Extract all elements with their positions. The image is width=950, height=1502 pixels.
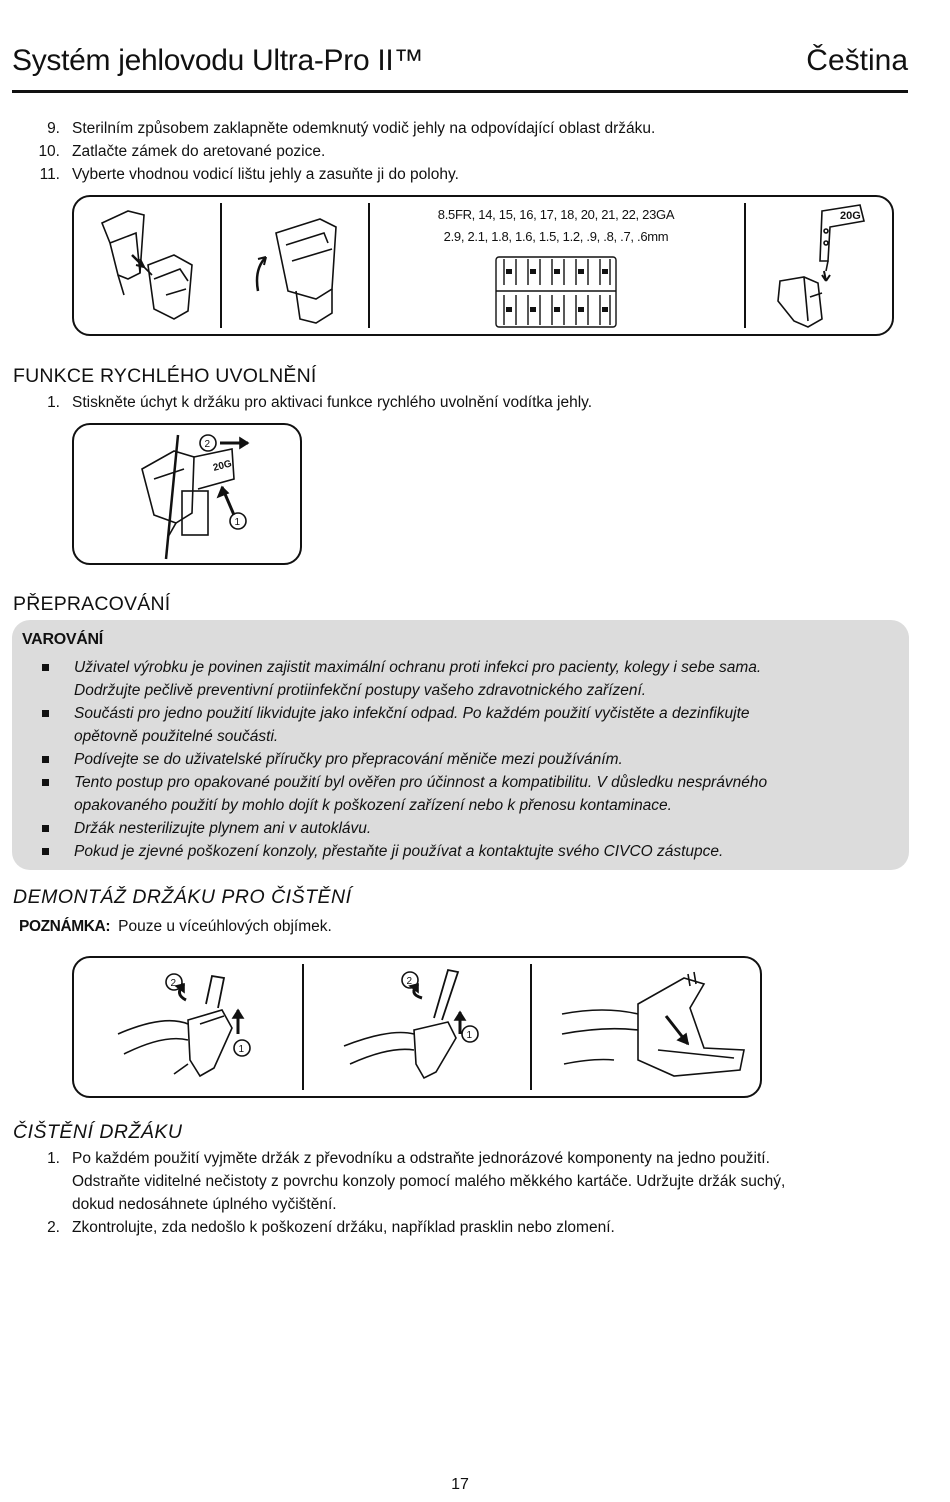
list-item: 10. Zatlačte zámek do aretované pozice.	[38, 143, 326, 160]
list-item: Podívejte se do uživatelské příručky pro přepracování měniče mezi používáním.	[40, 748, 900, 771]
unscrew-knob-figure	[330, 964, 510, 1092]
bullet-icon	[42, 825, 49, 832]
cleaning-steps	[30, 1147, 910, 1239]
callout-1: 1	[238, 1044, 245, 1055]
callout-2: 2	[406, 976, 413, 987]
callout-1: 1	[234, 517, 241, 528]
bullet-icon	[42, 848, 49, 855]
warning-title: VAROVÁNÍ	[22, 631, 103, 648]
panel-divider	[220, 203, 222, 328]
quick-release-illustration-panel	[72, 423, 302, 565]
callout-1: 1	[466, 1030, 473, 1041]
list-item: Držák nesterilizujte plynem ani v autoklávu.	[40, 817, 900, 840]
list-item: Pokud je zjevné poškození konzoly, přestaňte ji používat a kontaktujte svého CIVCO zástupce.	[40, 840, 900, 863]
list-item: Tento postup pro opakované použití byl ověřen pro účinnost a kompatibilitu. V důsledku nesprávného opakovaného použití by mohlo dojít k poškození zařízení nebo k přenosu kontaminace.	[40, 771, 900, 817]
bullet-icon	[42, 756, 49, 763]
note-text: Pouze u víceúhlových objímek.	[118, 918, 332, 935]
list-item: 1. Po každém použití vyjměte držák z převodníku a odstraňte jednorázové komponenty na jedno použití. Odstraňte viditelné nečistoty z povrchu konzoly pomocí malého měkkého kartáče. Udržujte držák suchý, dokud nedosáhnete úplného vyčištění.	[47, 1150, 786, 1213]
list-item: 11. Vyberte vhodnou vodicí lištu jehly a zasuňte ji do polohy.	[39, 166, 459, 183]
section-heading-disassembly: DEMONTÁŽ DRŽÁKU PRO ČIŠTĚNÍ	[13, 886, 352, 908]
panel-divider	[368, 203, 370, 328]
warning-list	[40, 656, 900, 863]
callout-2: 2	[204, 439, 211, 450]
needle-guide-comb-figure	[494, 255, 618, 329]
remove-knob-figure	[104, 964, 284, 1092]
section-heading-quick-release: FUNKCE RYCHLÉHO UVOLNĚNÍ	[13, 365, 317, 387]
list-item: 1. Stiskněte úchyt k držáku pro aktivaci funkce rychlého uvolnění vodítka jehly.	[47, 394, 593, 411]
steps-list-top	[30, 117, 910, 186]
gauge-20g-label: 20G	[840, 210, 861, 222]
list-item: 2. Zkontrolujte, zda nedošlo k poškození držáku, například prasklin nebo zlomení.	[47, 1219, 615, 1236]
panel-divider	[530, 964, 532, 1090]
insert-needle-guide-figure	[764, 201, 888, 331]
snap-guide-figure	[88, 203, 212, 327]
document-title: Systém jehlovodu Ultra-Pro II™	[12, 44, 424, 77]
remove-bracket-figure	[554, 964, 750, 1092]
list-item: Uživatel výrobku je povinen zajistit maximální ochranu proti infekci pro pacienty, kolegy i sebe sama. Dodržujte pečlivě preventivní protiinfekční postupy vašeho zdravotnického zařízení.	[40, 656, 900, 702]
quick-release-steps	[30, 391, 910, 414]
gauge-mm-label: 2.9, 2.1, 1.8, 1.6, 1.5, 1.2, .9, .8, .7, .6mm	[443, 229, 669, 244]
gauge-20g-label: 20G	[211, 458, 234, 474]
panel-divider	[302, 964, 304, 1090]
note	[19, 918, 332, 936]
panel-divider	[744, 203, 746, 328]
needle-guide-illustration-panel	[72, 195, 894, 336]
callout-2: 2	[170, 978, 177, 989]
list-item: 9. Sterilním způsobem zaklapněte odemknutý vodič jehly na odpovídající oblast držáku.	[47, 120, 656, 137]
note-label: POZNÁMKA:	[19, 918, 111, 935]
section-heading-cleaning: ČIŠTĚNÍ DRŽÁKU	[13, 1121, 183, 1143]
lock-bracket-figure	[236, 203, 360, 327]
disassembly-illustration-panel	[72, 956, 762, 1098]
bullet-icon	[42, 779, 49, 786]
quick-release-figure	[114, 429, 284, 563]
bullet-icon	[42, 664, 49, 671]
list-item: Součásti pro jedno použití likvidujte jako infekční odpad. Po každém použití vyčistěte a dezinfikujte opětovně použitelné součásti.	[40, 702, 900, 748]
bullet-icon	[42, 710, 49, 717]
gauge-sizes-label: 8.5FR, 14, 15, 16, 17, 18, 20, 21, 22, 23GA	[437, 207, 675, 222]
section-heading-reprocessing: PŘEPRACOVÁNÍ	[13, 593, 171, 615]
language-label: Čeština	[806, 44, 908, 77]
header-divider	[12, 90, 908, 93]
page-number: 17	[451, 1476, 469, 1493]
